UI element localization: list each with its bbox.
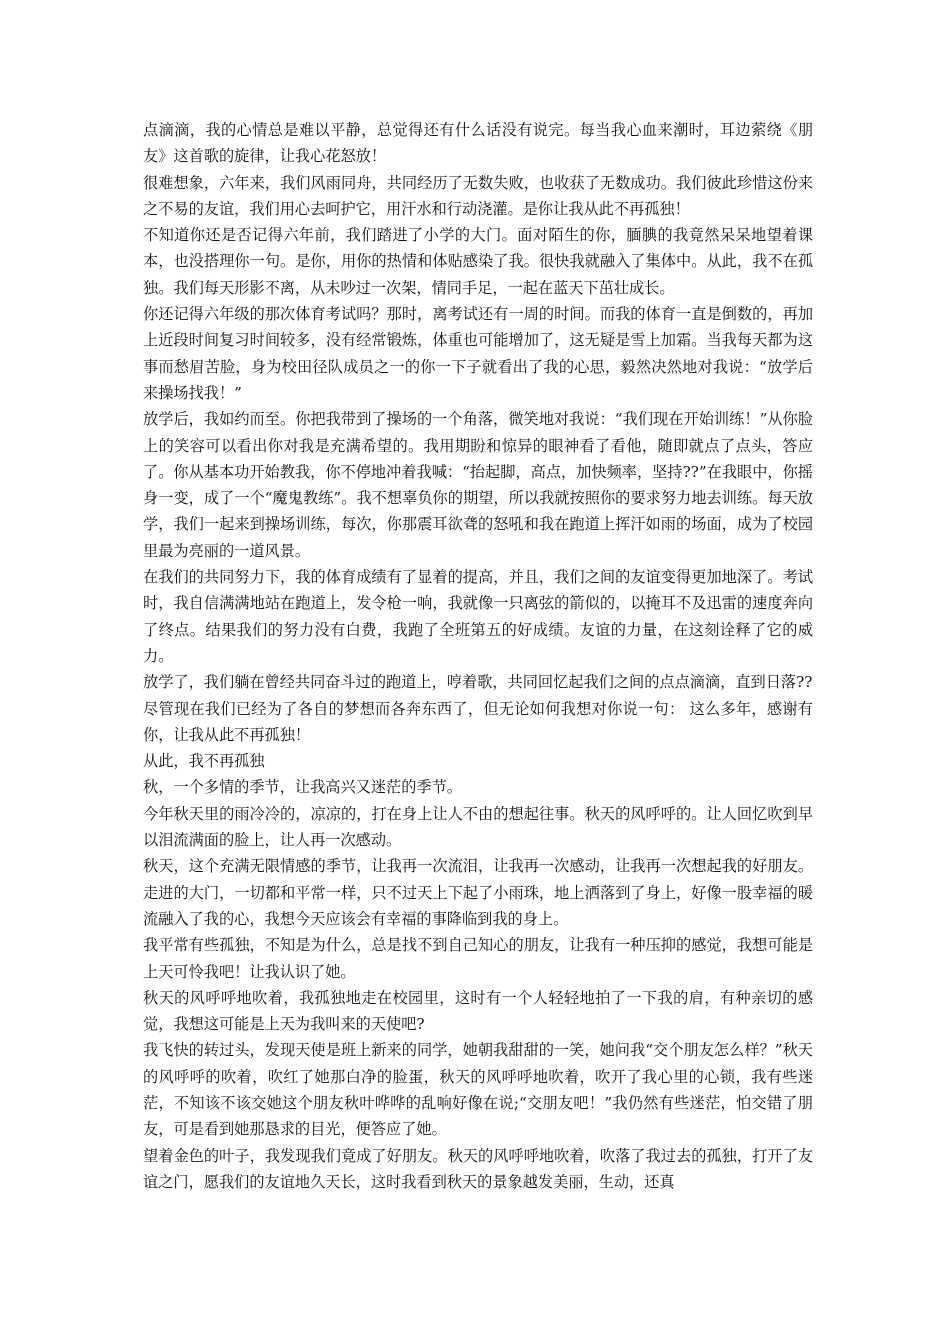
paragraph: 很难想象，六年来，我们风雨同舟，共同经历了无数失败，也收获了无数成功。我们彼此珍惜这份来之不易的友谊，我们用心去呵护它，用汗水和行动浇灌。是你让我从此不再孤独！: [143, 173, 813, 218]
paragraph: 今年秋天里的雨冷冷的，凉凉的，打在身上让人不由的想起往事。秋天的风呼呼的。让人回忆吹到早以泪流满面的脸上，让人再一次感动。: [143, 804, 813, 850]
paragraph: 尽管现在我们已经为了各自的梦想而各奔东西了，但无论如何我想对你说一句： 这么多年，感谢有你，让我从此不再孤独！: [143, 699, 813, 744]
paragraph: 从此，我不再孤独: [143, 752, 265, 771]
document-body: [143, 117, 813, 1195]
paragraph: 放学了，我们躺在曾经共同奋斗过的跑道上，哼着歌，共同回忆起我们之间的点点滴滴，直到日落??: [143, 673, 813, 692]
paragraph: 秋天的风呼呼地吹着，我孤独地走在校园里，这时有一个人轻轻地拍了一下我的肩，有种亲切的感觉，我想这可能是上天为我叫来的天使吧?: [143, 988, 813, 1034]
paragraph: 我平常有些孤独，不知是为什么，总是找不到自己知心的朋友，让我有一种压抑的感觉，我想可能是上天可怜我吧！让我认识了她。: [143, 936, 813, 981]
paragraph: 不知道你还是否记得六年前，我们踏进了小学的大门。面对陌生的你，腼腆的我竟然呆呆地望着课本，也没搭理你一句。是你，用你的热情和体贴感染了我。很快我就融入了集体中。从此，我不在孤独。我们每天形影不离，从未吵过一次架，情同手足，一起在蓝天下茁壮成长。: [143, 226, 813, 297]
paragraph: 秋天，这个充满无限情感的季节，让我再一次流泪，让我再一次感动，让我再一次想起我的好朋友。 走进的大门，一切都和平常一样，只不过天上下起了小雨珠，地上洒落到了身上，好像一股幸福的暖流融入了我的心，我想今天应该会有幸福的事降临到我的身上。: [143, 857, 813, 928]
paragraph: 点滴滴，我的心情总是难以平静，总觉得还有什么话没有说完。每当我心血来潮时，耳边萦绕《朋友》这首歌的旋律，让我心花怒放！: [143, 121, 813, 166]
paragraph: 我飞快的转过头，发现天使是班上新来的同学，她朝我甜甜的一笑，她问我“交个朋友怎么样？”秋天的风呼呼的吹着，吹红了她那白净的脸蛋，秋天的风呼呼地吹着，吹开了我心里的心锁，我有些迷茫，不知该不该交她这个朋友秋叶哗哗的乱响好像在说;“交朋友吧！”我仍然有些迷茫，怕交错了朋友，可是看到她那恳求的目光，便答应了她。: [143, 1041, 813, 1139]
paragraph: 秋，一个多情的季节，让我高兴又迷茫的季节。: [143, 778, 462, 797]
paragraph: 望着金色的叶子，我发现我们竟成了好朋友。秋天的风呼呼地吹着，吹落了我过去的孤独，打开了友谊之门，愿我们的友谊地久天长，这时我看到秋天的景象越发美丽，生动，还真: [143, 1146, 813, 1191]
paragraph: 在我们的共同努力下，我的体育成绩有了显着的提高，并且，我们之间的友谊变得更加地深了。考试时，我自信满满地站在跑道上，发令枪一响，我就像一只离弦的箭似的，以掩耳不及迅雷的速度奔向了终点。结果我们的努力没有白费，我跑了全班第五的好成绩。友谊的力量，在这刻诠释了它的威力。: [143, 568, 813, 665]
paragraph: 你还记得六年级的那次体育考试吗？那时，离考试还有一周的时间。而我的体育一直是倒数的，再加上近段时间复习时间较多，没有经常锻炼，体重也可能增加了，这无疑是雪上加霜。当我每天都为这事而愁眉苦脸，身为校田径队成员之一的你一下子就看出了我的心思，毅然决然地对我说：“放学后来操场找我！”: [143, 305, 813, 402]
paragraph: 放学后，我如约而至。你把我带到了操场的一个角落，微笑地对我说：“我们现在开始训练！”从你脸上的笑容可以看出你对我是充满希望的。我用期盼和惊异的眼神看了看他，随即就点了点头，答应了。你从基本功开始教我，你不停地冲着我喊：“抬起脚，高点，加快频率，坚持??”在我眼中，你摇身一变，成了一个“魔鬼教练”。我不想辜负你的期望，所以我就按照你的要求努力地去训练。每天放学，我们一起来到操场训练，每次，你那震耳欲聋的怒吼和我在跑道上挥汗如雨的场面，成为了校园里最为亮丽的一道风景。: [143, 410, 813, 560]
